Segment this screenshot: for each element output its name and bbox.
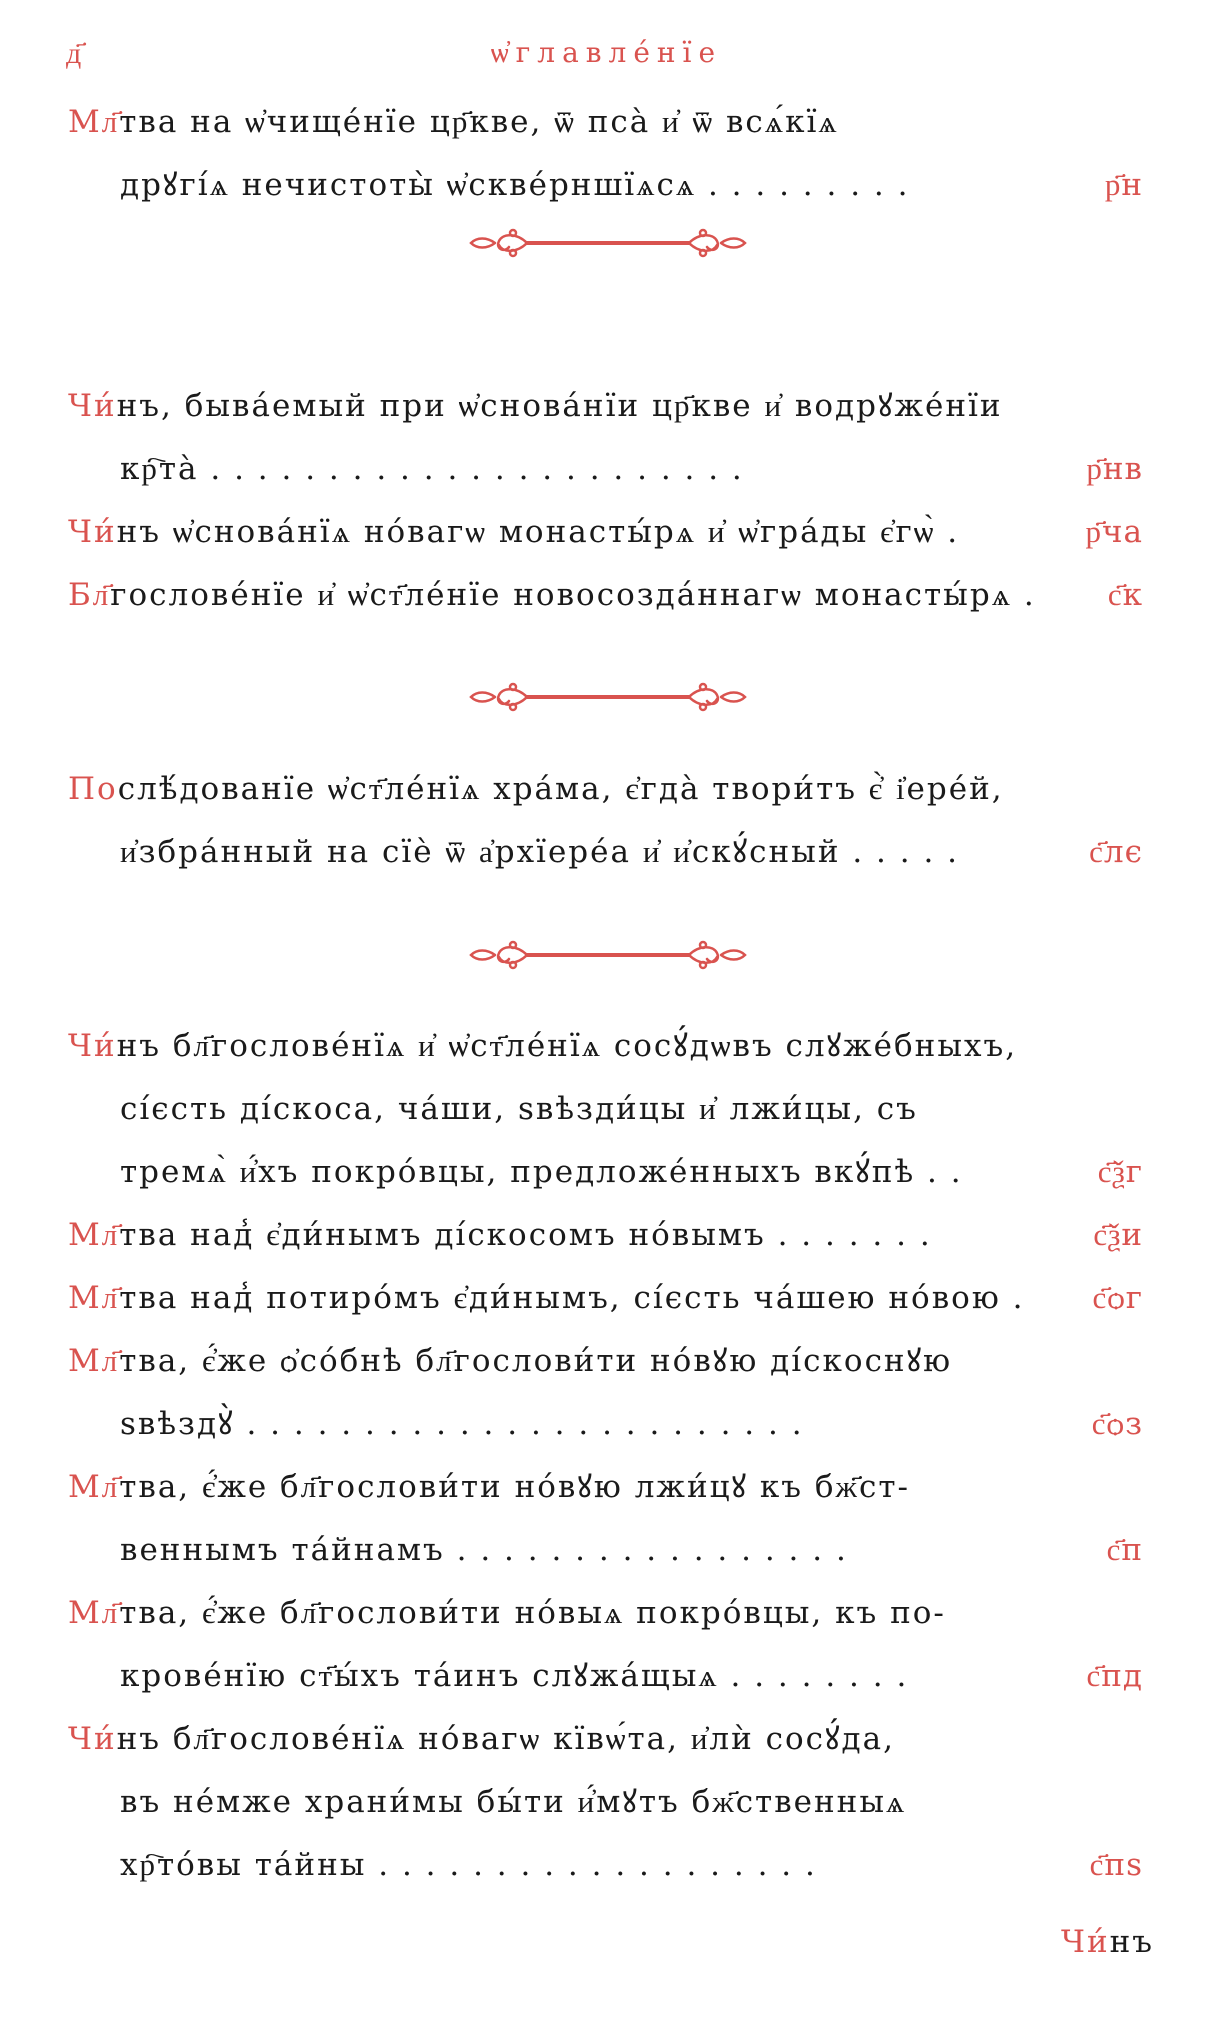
folio: д҃ <box>66 36 83 71</box>
entry-text: тремѧ̀ и҆́хъ покро́вцы, предложе́нныхъ вкꙋ́пѣ . . <box>120 1154 963 1190</box>
entry-line <box>68 1141 1143 1204</box>
entry-text: тва над̾ потиро́мъ є҆ди́нымъ, сі́єсть ча́шею но́вою . <box>119 1280 1025 1316</box>
red-initial: Мл҃ <box>68 1217 120 1253</box>
toc-group-1 <box>68 91 1143 217</box>
entry-text: тва, є҆́же ѻ҆со́бнѣ бл҃гослови́ти но́вꙋю ді́скоснꙋю <box>119 1343 953 1379</box>
entry-text: и҆збра́нный на сїѐ ѿ а҆рхїере́а и҆ и҆скꙋ́сный . . . . . <box>120 834 960 870</box>
page-number: р҃нв <box>1086 451 1143 487</box>
ornament-divider-icon <box>465 677 751 717</box>
page-number: с҃п <box>1106 1532 1143 1568</box>
red-initial: Мл҃ <box>68 1343 120 1379</box>
toc-entry <box>68 1456 1143 1582</box>
red-initial: Чи <box>68 388 117 424</box>
page-title: ѡ҆главле́нїе <box>490 36 723 69</box>
page-number: с҃к <box>1107 577 1143 613</box>
entry-text: крове́нїю ст҃ы́хъ та́инъ слꙋжа́щыѧ . . . . . . . . <box>120 1658 909 1694</box>
entry-text: тва над̾ є҆ди́нымъ ді́скосомъ но́вымъ . . . . . . . <box>119 1217 932 1253</box>
ornament-divider-icon <box>465 223 751 263</box>
page-number: с҃ѻз <box>1091 1406 1143 1442</box>
entry-line <box>68 1519 1143 1582</box>
entry-text: кр҇та̀ . . . . . . . . . . . . . . . . . . . . . . . <box>120 451 744 487</box>
page-number: р҃ча <box>1085 514 1143 550</box>
page-number: с҃пд <box>1086 1658 1143 1694</box>
catchword-rest: ́нъ <box>1109 1924 1155 1960</box>
entry-text: дрꙋгі́ѧ нечистоты̀ ѡ҆скве́рншїѧсѧ . . . . . . . . . <box>120 167 910 203</box>
entry-text: тва, є҆́же бл҃гослови́ти но́вꙋю лжи́цꙋ къ бж҃ст- <box>119 1469 910 1505</box>
entry-text: ѕвѣздꙋ̀ . . . . . . . . . . . . . . . . . . . . . . . . <box>120 1406 804 1442</box>
toc-entry <box>68 501 1143 564</box>
entry-text: веннымъ та́йнамъ . . . . . . . . . . . . . . . . . <box>120 1532 848 1568</box>
entry-text: въ не́мже храни́мы бы́ти и҆́мꙋтъ бж҃ственныѧ <box>120 1784 907 1820</box>
red-initial: Чи <box>68 1028 117 1064</box>
toc-entry <box>68 91 1143 217</box>
entry-line <box>68 91 1143 154</box>
toc-entry <box>68 1015 1143 1204</box>
red-initial: Чи <box>68 514 117 550</box>
toc-entry <box>68 1582 1143 1708</box>
entry-text: слѣ́дованїе ѡ҆ст҃ле́нїѧ хра́ма, є҆гда̀ твори́тъ є҆̀ і҆ере́й, <box>117 771 1004 807</box>
toc-entry <box>68 1330 1143 1456</box>
entry-line <box>68 564 1143 627</box>
red-initial: Мл҃ <box>68 104 120 140</box>
entry-text: ́нъ ѡ҆снова́нїѧ но́вагѡ монасты́рѧ и҆ ѡ҆гра́ды є҆гѡ̀ . <box>116 514 960 550</box>
page-number: с҃пѕ <box>1089 1847 1143 1883</box>
toc-entry <box>68 1708 1143 1897</box>
page-number: с҃ѯи <box>1093 1217 1143 1253</box>
entry-line <box>68 375 1143 438</box>
entry-line <box>68 1708 1143 1771</box>
page-number: р҃н <box>1104 167 1143 203</box>
entry-text: тва на ѡ҆чище́нїе цр҃кве, ѿ пса̀ и҆ ѿ всѧ́кїѧ <box>119 104 839 140</box>
entry-line <box>68 1771 1143 1834</box>
entry-line <box>68 1834 1143 1897</box>
entry-text: ́нъ, быва́емый при ѡ҆снова́нїи цр҃кве и҆ водрꙋже́нїи <box>116 388 1003 424</box>
red-initial: Мл҃ <box>68 1595 120 1631</box>
entry-line <box>68 438 1143 501</box>
ornament-divider-icon <box>465 935 751 975</box>
toc-entry <box>68 564 1143 627</box>
entry-line <box>68 1393 1143 1456</box>
entry-text: тва, є҆́же бл҃гослови́ти но́выѧ покро́вцы, къ по- <box>119 1595 946 1631</box>
entry-line <box>68 1330 1143 1393</box>
entry-text: сі́єсть ді́скоса, ча́ши, ѕвѣзди́цы и҆ лжи́цы, съ <box>120 1091 918 1127</box>
page-number: с҃ѻг <box>1092 1280 1143 1316</box>
red-initial: По <box>68 771 118 807</box>
toc-entry <box>68 758 1143 884</box>
entry-text: гослове́нїе и҆ ѡ҆ст҃ле́нїе новосозда́ннагѡ монасты́рѧ . <box>110 577 1036 613</box>
toc-entry <box>68 1267 1143 1330</box>
entry-line <box>68 154 1143 217</box>
entry-line <box>68 1582 1143 1645</box>
toc-group-4 <box>68 1015 1143 1897</box>
red-initial: Мл҃ <box>68 1280 120 1316</box>
page-number: с҃лє <box>1089 834 1143 870</box>
catchword-initial: Чи <box>1061 1924 1110 1960</box>
entry-line <box>68 1015 1143 1078</box>
red-initial: Чи <box>68 1721 117 1757</box>
entry-line <box>68 501 1143 564</box>
toc-group-2 <box>68 375 1143 627</box>
entry-line <box>68 1267 1143 1330</box>
running-head <box>0 36 1213 76</box>
entry-line <box>68 758 1143 821</box>
entry-line <box>68 1645 1143 1708</box>
entry-line <box>68 821 1143 884</box>
toc-entry <box>68 1204 1143 1267</box>
catchword <box>1061 1924 1154 1960</box>
entry-line <box>68 1456 1143 1519</box>
entry-text: ́нъ бл҃гослове́нїѧ и҆ ѡ҆ст҃ле́нїѧ сосꙋ́дѡвъ слꙋже́бныхъ, <box>116 1028 1018 1064</box>
red-initial: Бл҃ <box>68 577 111 613</box>
toc-group-3 <box>68 758 1143 884</box>
toc-entry <box>68 375 1143 501</box>
entry-text: ́нъ бл҃гослове́нїѧ но́вагѡ кївѡ́та, и҆лѝ сосꙋ́да, <box>116 1721 895 1757</box>
entry-text: хр҇то́вы та́йны . . . . . . . . . . . . . . . . . . . <box>120 1847 817 1883</box>
entry-line <box>68 1204 1143 1267</box>
page-number: с҃ѯг <box>1097 1154 1143 1190</box>
red-initial: Мл҃ <box>68 1469 120 1505</box>
entry-line <box>68 1078 1143 1141</box>
